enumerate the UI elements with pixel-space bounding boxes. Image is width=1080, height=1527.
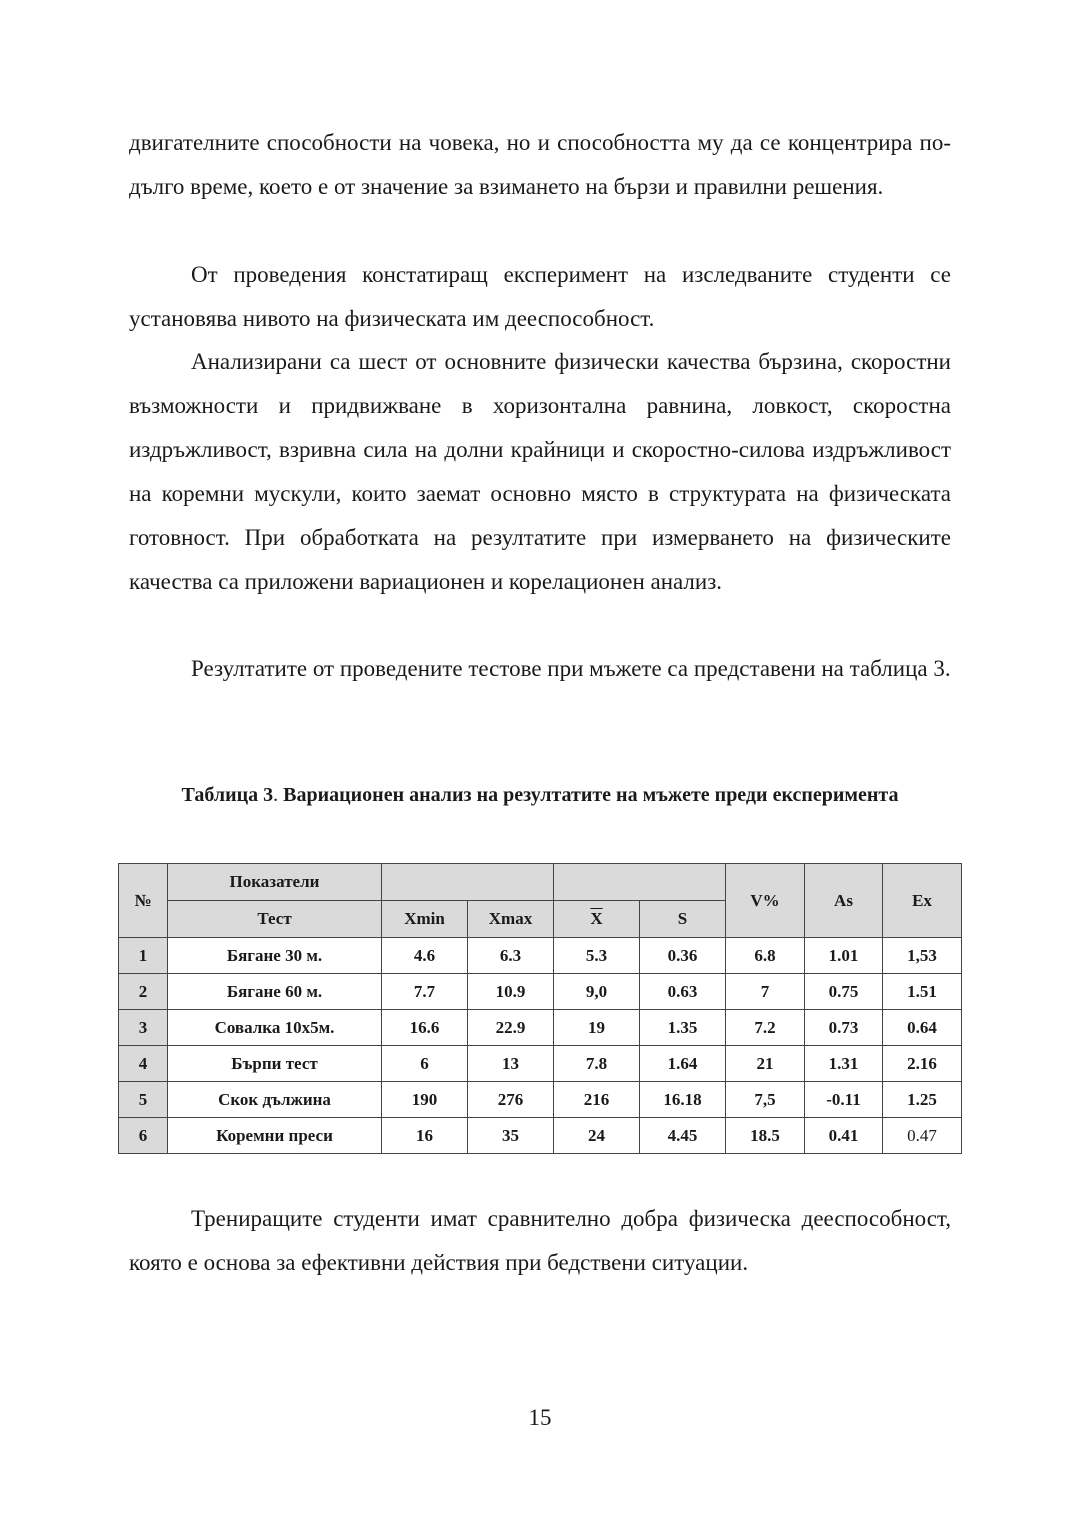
cell-mean: 216 bbox=[554, 1082, 640, 1118]
cell-no: 1 bbox=[119, 938, 168, 974]
cell-s: 16.18 bbox=[640, 1082, 726, 1118]
cell-xmin: 16 bbox=[382, 1118, 468, 1154]
cell-xmax: 35 bbox=[468, 1118, 554, 1154]
header-xmin: Xmin bbox=[382, 901, 468, 938]
cell-ex: 1,53 bbox=[883, 938, 962, 974]
cell-v: 7.2 bbox=[726, 1010, 805, 1046]
cell-xmax: 276 bbox=[468, 1082, 554, 1118]
cell-s: 0.63 bbox=[640, 974, 726, 1010]
cell-v: 18.5 bbox=[726, 1118, 805, 1154]
cell-xmax: 22.9 bbox=[468, 1010, 554, 1046]
cell-s: 0.36 bbox=[640, 938, 726, 974]
cell-v: 6.8 bbox=[726, 938, 805, 974]
header-xmax: Xmax bbox=[468, 901, 554, 938]
page-number: 15 bbox=[528, 1405, 552, 1430]
table-row bbox=[119, 1082, 962, 1118]
header-indicators: Показатели bbox=[168, 864, 382, 901]
cell-as: 1.01 bbox=[805, 938, 883, 974]
cell-as: 0.41 bbox=[805, 1118, 883, 1154]
cell-xmax: 13 bbox=[468, 1046, 554, 1082]
cell-s: 1.64 bbox=[640, 1046, 726, 1082]
paragraph-3: Анализирани са шест от основните физически качества бързина, скоростни възможности и придвижване в хоризонтална равнина, ловкост, скоростна издръжливост, взривна сила на долни крайници и скоростно-силова издръжливост на коремни мускули, които заемат основно място в структурата на физическата готовност. При обработката на резултатите при измерването на физическите качества са приложени вариационен и корелационен анализ. bbox=[129, 349, 951, 594]
table-header-row-1 bbox=[119, 864, 962, 901]
header-ex: Ex bbox=[883, 864, 962, 938]
cell-test: Коремни преси bbox=[168, 1118, 382, 1154]
cell-ex: 1.25 bbox=[883, 1082, 962, 1118]
cell-no: 3 bbox=[119, 1010, 168, 1046]
table-row bbox=[119, 1010, 962, 1046]
cell-ex: 1.51 bbox=[883, 974, 962, 1010]
cell-test: Скок дължина bbox=[168, 1082, 382, 1118]
cell-xmin: 190 bbox=[382, 1082, 468, 1118]
cell-v: 21 bbox=[726, 1046, 805, 1082]
header-v: V% bbox=[726, 864, 805, 938]
cell-xmin: 6 bbox=[382, 1046, 468, 1082]
cell-xmin: 4.6 bbox=[382, 938, 468, 974]
cell-as: 1.31 bbox=[805, 1046, 883, 1082]
cell-test: Бягане 60 м. bbox=[168, 974, 382, 1010]
cell-s: 4.45 bbox=[640, 1118, 726, 1154]
cell-v: 7,5 bbox=[726, 1082, 805, 1118]
cell-test: Совалка 10х5м. bbox=[168, 1010, 382, 1046]
variation-analysis-table bbox=[118, 863, 962, 1154]
table-row bbox=[119, 974, 962, 1010]
cell-xmin: 7.7 bbox=[382, 974, 468, 1010]
paragraph-4: Резултатите от проведените тестове при мъжете са представени на таблица 3. bbox=[191, 656, 951, 681]
cell-no: 4 bbox=[119, 1046, 168, 1082]
cell-mean: 19 bbox=[554, 1010, 640, 1046]
cell-no: 6 bbox=[119, 1118, 168, 1154]
cell-mean: 9,0 bbox=[554, 974, 640, 1010]
cell-no: 2 bbox=[119, 974, 168, 1010]
cell-mean: 5.3 bbox=[554, 938, 640, 974]
paragraph-2: От проведения констатиращ експеримент на изследваните студенти се установява нивото на физическата им дееспособност. bbox=[129, 262, 951, 331]
cell-mean: 24 bbox=[554, 1118, 640, 1154]
cell-xmin: 16.6 bbox=[382, 1010, 468, 1046]
table-caption-separator: . bbox=[273, 784, 279, 806]
cell-test: Бягане 30 м. bbox=[168, 938, 382, 974]
header-test: Тест bbox=[168, 901, 382, 938]
paragraph-1: двигателните способности на човека, но и способността му да се концентрира по-дълго време, което е от значение за взимането на бързи и правилни решения. bbox=[129, 130, 951, 199]
cell-s: 1.35 bbox=[640, 1010, 726, 1046]
cell-as: 0.73 bbox=[805, 1010, 883, 1046]
header-blank-2 bbox=[554, 864, 726, 901]
table-caption-text: Вариационен анализ на резултатите на мъжете преди експеримента bbox=[283, 784, 899, 806]
mean-symbol: $\overline{X}$ bbox=[590, 909, 603, 928]
cell-no: 5 bbox=[119, 1082, 168, 1118]
header-mean bbox=[554, 901, 640, 938]
cell-as: -0.11 bbox=[805, 1082, 883, 1118]
header-no: № bbox=[119, 864, 168, 938]
header-s: S bbox=[640, 901, 726, 938]
cell-ex: 0.64 bbox=[883, 1010, 962, 1046]
table-caption bbox=[180, 775, 900, 815]
table-row bbox=[119, 1046, 962, 1082]
cell-as: 0.75 bbox=[805, 974, 883, 1010]
table-row bbox=[119, 938, 962, 974]
cell-mean: 7.8 bbox=[554, 1046, 640, 1082]
cell-xmax: 6.3 bbox=[468, 938, 554, 974]
table-row bbox=[119, 1118, 962, 1154]
cell-ex: 0.47 bbox=[883, 1118, 962, 1154]
table-caption-label: Таблица 3 bbox=[181, 784, 274, 806]
cell-test: Бърпи тест bbox=[168, 1046, 382, 1082]
cell-xmax: 10.9 bbox=[468, 974, 554, 1010]
cell-v: 7 bbox=[726, 974, 805, 1010]
header-as: As bbox=[805, 864, 883, 938]
cell-ex: 2.16 bbox=[883, 1046, 962, 1082]
paragraph-5: Трениращите студенти имат сравнително добра физическа дееспособност, която е основа за ефективни действия при бедствени ситуации. bbox=[129, 1206, 951, 1275]
header-blank-1 bbox=[382, 864, 554, 901]
